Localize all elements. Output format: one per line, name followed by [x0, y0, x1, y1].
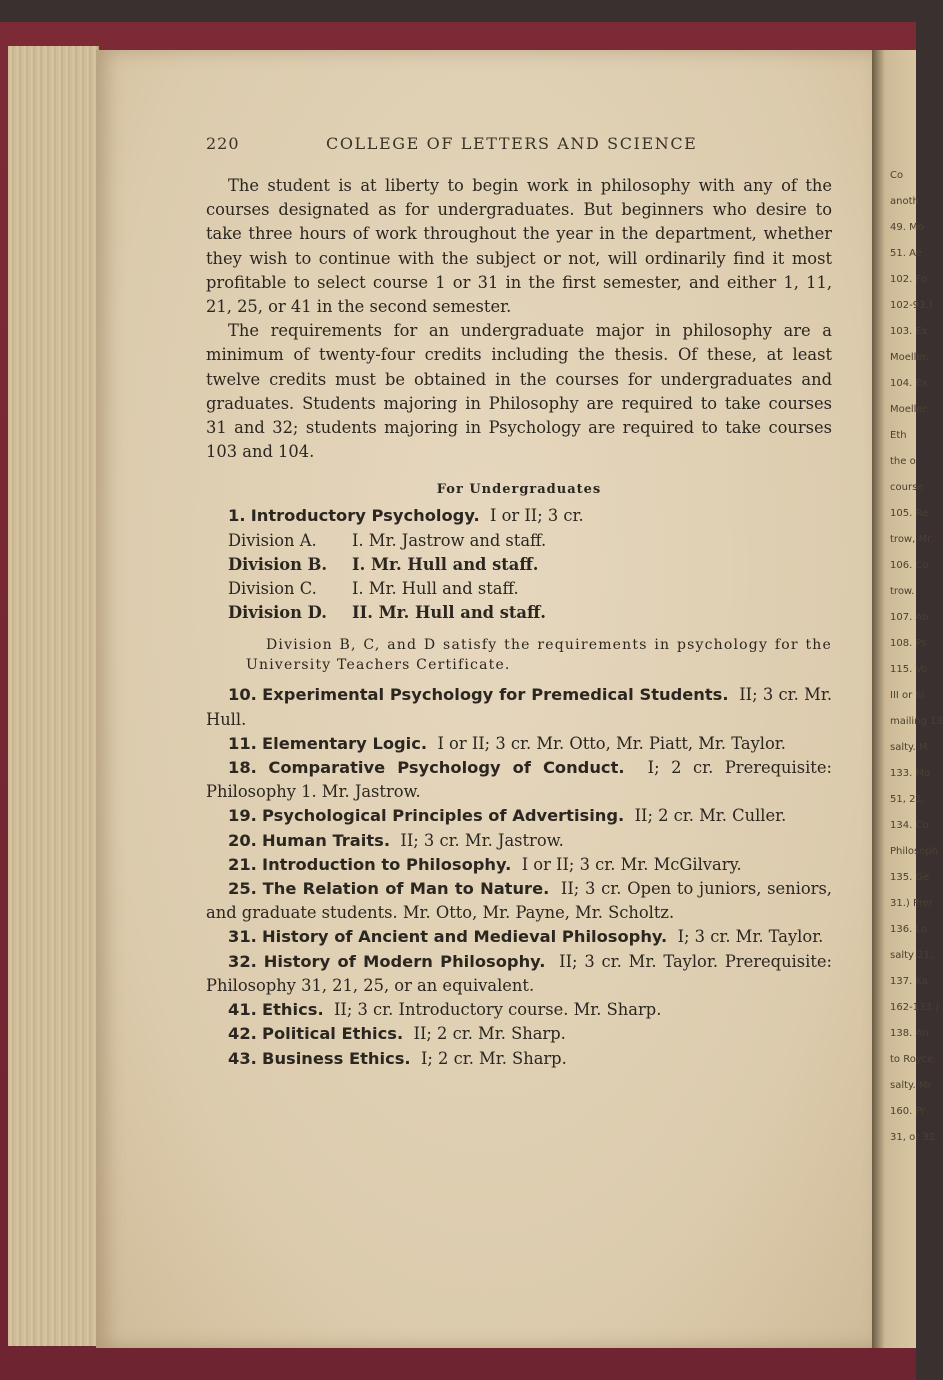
facing-page-fragment: mailing 13	[890, 716, 943, 727]
course-details: II; 3 cr. Introductory course. Mr. Sharp.	[334, 1000, 662, 1020]
course-entry	[206, 1047, 832, 1071]
facing-page-fragment: 102. Fo	[890, 274, 927, 285]
course-1	[206, 504, 832, 528]
course-title: Ethics.	[262, 1000, 324, 1020]
facing-page-fragment: course	[890, 482, 924, 493]
course-details: II; 2 cr. Mr. Culler.	[634, 806, 787, 826]
course-entry	[206, 998, 832, 1022]
course-details: I or II; 3 cr. Mr. Otto, Mr. Piatt, Mr. Taylor.	[437, 733, 786, 753]
course-entry	[206, 683, 832, 731]
page-number: 220	[206, 134, 240, 153]
course-title: Experimental Psychology for Premedical Students.	[262, 685, 729, 705]
course-1-title: Introductory Psychology.	[250, 506, 480, 526]
course-details: II; 3 cr. Mr. Taylor. Prerequisite: Philosophy 31, 21, 25, or an equivalent.	[206, 951, 832, 995]
course-title: Human Traits.	[262, 830, 391, 850]
facing-page-fragment: Moeller.	[890, 404, 929, 415]
course-title: Introduction to Philosophy.	[262, 854, 512, 874]
course-details: I; 2 cr. Prerequisite: Philosophy 1. Mr. Jastrow.	[206, 758, 832, 802]
facing-page-fragment: 108. Ps	[890, 638, 927, 649]
course-1-number: 1.	[228, 506, 246, 526]
facing-page-fragment: 138. An	[890, 1028, 929, 1039]
course-list	[206, 683, 832, 1070]
course-entry	[206, 877, 832, 925]
course-number: 42.	[228, 1024, 257, 1044]
facing-page-fragment: 135. Ge	[890, 872, 930, 883]
course-number: 20.	[228, 830, 257, 850]
facing-page-fragment: 107. Ab	[890, 612, 929, 623]
page-edges	[8, 46, 99, 1346]
facing-page-fragment: Eth	[890, 430, 907, 441]
course-entry	[206, 853, 832, 877]
course-details: I; 3 cr. Mr. Taylor.	[677, 927, 824, 947]
course-title: Political Ethics.	[262, 1024, 404, 1044]
facing-page-fragment: trow, Mr.	[890, 534, 934, 545]
course-number: 25.	[228, 879, 257, 899]
course-details: II; 3 cr. Mr. Hull.	[206, 685, 833, 729]
facing-page	[872, 50, 943, 1348]
facing-page-fragment: 136. Lo	[890, 924, 927, 935]
course-title: Psychological Principles of Advertising.	[262, 806, 625, 826]
division-detail: I. Mr. Jastrow and staff.	[352, 530, 547, 550]
division-note: Division B, C, and D satisfy the requirements in psychology for the University Teachers Certificate.	[246, 637, 832, 674]
course-entry	[206, 756, 832, 804]
division-row	[206, 601, 832, 625]
course-entry	[206, 1022, 832, 1046]
course-details: I or II; 3 cr. Mr. McGilvary.	[521, 854, 742, 874]
course-title: History of Modern Philosophy.	[263, 951, 546, 971]
course-number: 18.	[228, 758, 257, 778]
intro-paragraph-2: The requirements for an undergraduate major in philosophy are a minimum of twenty-four credits including the thesis. Of these, at least twelve credits must be obtained in the courses for undergraduates and graduates. Students majoring in Philosophy are required to take courses 31 and 32; students majoring in Psychology are required to take courses 103 and 104.	[206, 321, 832, 462]
facing-page-fragment: 105. Re	[890, 508, 929, 519]
course-entry	[206, 829, 832, 853]
facing-page-fragment: Co	[890, 170, 904, 181]
course-title: The Relation of Man to Nature.	[262, 879, 550, 899]
division-detail: II. Mr. Hull and staff.	[352, 603, 546, 623]
facing-page-fragment: anoth	[890, 196, 919, 207]
facing-page-fragment: 31, or 32.	[890, 1132, 939, 1143]
course-number: 10.	[228, 685, 257, 705]
course-number: 41.	[228, 1000, 257, 1020]
facing-page-fragment: 133. Mo	[890, 768, 931, 779]
course-title: Elementary Logic.	[262, 733, 428, 753]
facing-page-fragment: 160. Pr	[890, 1106, 926, 1117]
facing-page-fragment: 104. Ex	[890, 378, 928, 389]
division-name: Division C.	[228, 579, 317, 599]
course-number: 32.	[228, 951, 257, 971]
facing-page-fragment: 49. Mo	[890, 222, 924, 233]
course-entry	[206, 925, 832, 949]
course-entry	[206, 950, 832, 998]
division-row	[206, 529, 832, 553]
facing-page-fragment: 162-133.)	[890, 1002, 939, 1013]
facing-page-fragment: salty. M	[890, 742, 928, 753]
course-number: 43.	[228, 1048, 257, 1068]
facing-page-fragment: 51, 21,	[890, 794, 925, 805]
course-title: Business Ethics.	[262, 1048, 411, 1068]
page-body	[206, 174, 832, 1071]
course-details: II; 3 cr. Open to juniors, seniors, and graduate students. Mr. Otto, Mr. Payne, Mr. Scholtz.	[206, 879, 832, 923]
course-details: II; 3 cr. Mr. Jastrow.	[400, 830, 564, 850]
course-number: 31.	[228, 927, 257, 947]
facing-page-fragment: trow.	[890, 586, 915, 597]
division-row	[206, 553, 832, 577]
division-name: Division B.	[228, 554, 328, 574]
course-details: II; 2 cr. Mr. Sharp.	[413, 1024, 566, 1044]
facing-page-fragment: 115. Vo	[890, 664, 928, 675]
course-number: 11.	[228, 733, 257, 753]
course-title: History of Ancient and Medieval Philosophy.	[262, 927, 668, 947]
facing-page-fragment: 103. Ex	[890, 326, 928, 337]
course-title: Comparative Psychology of Conduct.	[268, 758, 625, 778]
facing-page-fragment: 137. Ka	[890, 976, 928, 987]
division-name: Division D.	[228, 603, 327, 623]
division-detail: I. Mr. Hull and staff.	[352, 579, 519, 599]
course-number: 19.	[228, 806, 257, 826]
facing-page-fragment: Moeller.	[890, 352, 929, 363]
facing-page-fragment: III or III	[890, 690, 925, 701]
facing-page-fragment: to Royce.	[890, 1054, 937, 1065]
course-1-details: I or II; 3 cr.	[490, 506, 584, 526]
course-number: 21.	[228, 854, 257, 874]
facing-page-fragment: 102-93.)	[890, 300, 933, 311]
facing-page-fragment: 31.) Prer	[890, 898, 933, 909]
facing-page-fragment: 51. Ae	[890, 248, 922, 259]
facing-page-fragment: salty. Mr	[890, 1080, 932, 1091]
facing-page-fragment: the o	[890, 456, 916, 467]
course-entry	[206, 804, 832, 828]
division-row	[206, 577, 832, 601]
division-detail: I. Mr. Hull and staff.	[352, 554, 539, 574]
facing-page-fragment: 106. Co	[890, 560, 929, 571]
running-title: COLLEGE OF LETTERS AND SCIENCE	[326, 134, 698, 153]
facing-page-fragment: 134. Co	[890, 820, 929, 831]
course-details: I; 2 cr. Mr. Sharp.	[420, 1048, 567, 1068]
facing-page-fragment: Philosoph	[890, 846, 939, 857]
division-list	[206, 529, 832, 626]
section-heading: For Undergraduates	[436, 482, 602, 498]
course-entry	[206, 732, 832, 756]
division-name: Division A.	[228, 530, 317, 550]
intro-paragraph-1: The student is at liberty to begin work in philosophy with any of the courses designated as for undergraduates. But beginners who desire to take three hours of work throughout the year in the department, whether they wish to continue with the subject or not, will ordinarily find it most profitable to select course 1 or 31 in the first semester, and either 1, 11, 21, 25, or 41 in the second semester.	[206, 176, 832, 317]
facing-page-fragment: salty 21,	[890, 950, 934, 961]
